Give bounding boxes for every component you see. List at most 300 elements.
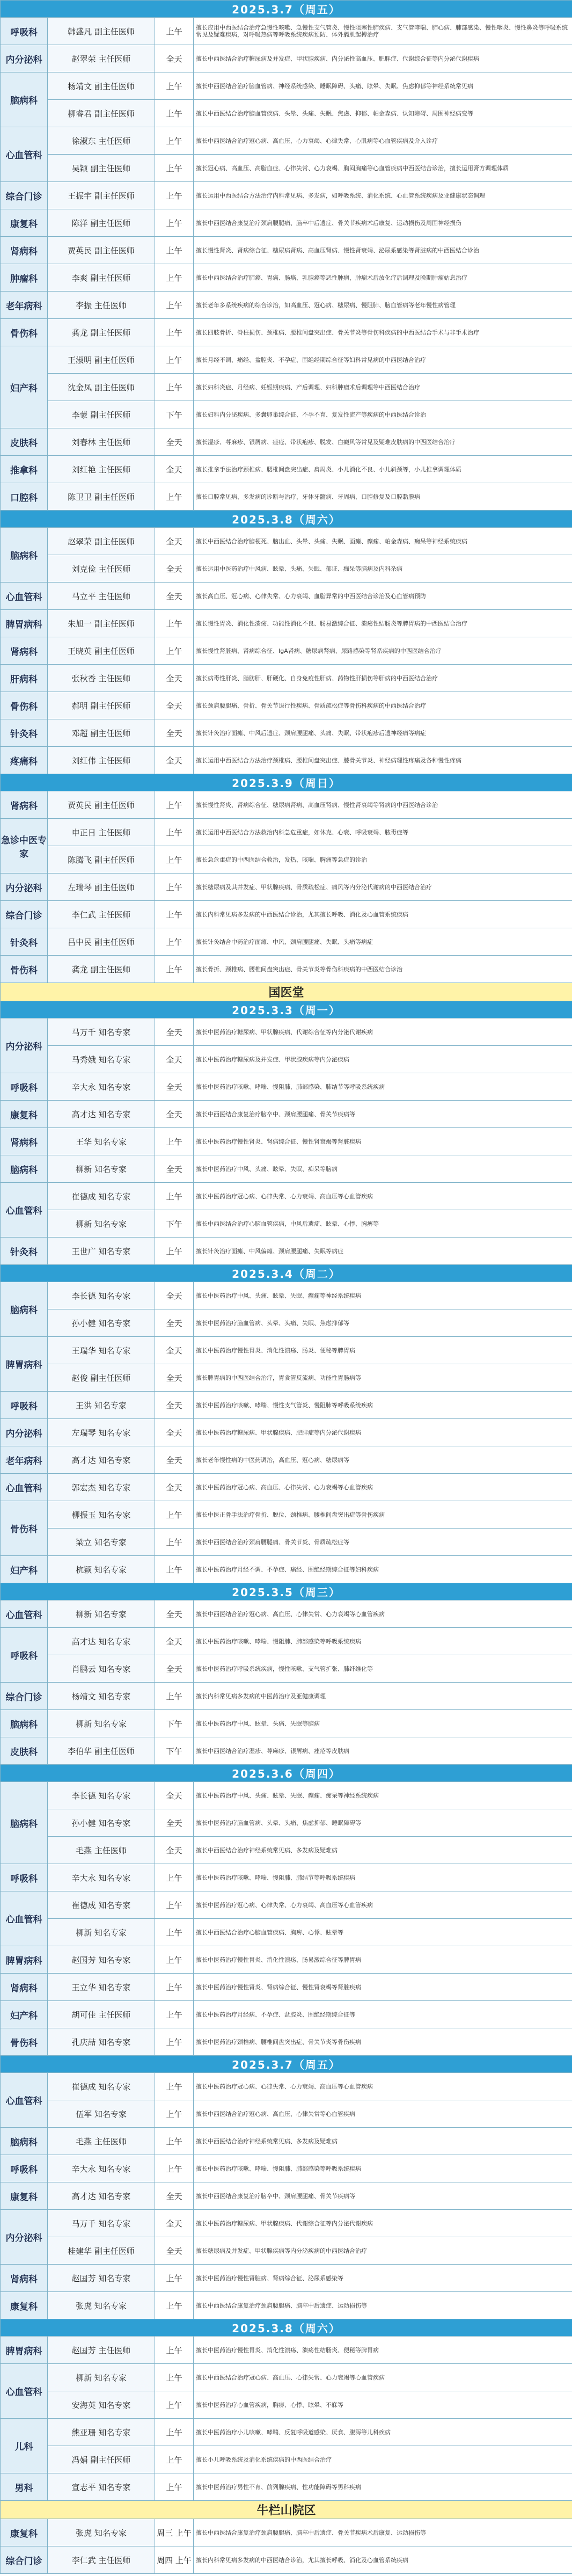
time-cell: 全天 [155,1364,194,1392]
specialty-cell [194,428,572,456]
specialty-cell [194,1073,572,1101]
specialty-text: 擅长中医药治疗脑血管病、头晕、头痛、失眠、焦虑抑郁等 [196,1319,349,1327]
doctor-cell: 沈金凤 副主任医师 [48,374,155,401]
time-cell: 上午 [155,1183,194,1210]
specialty-text: 擅长骨折、颈椎病、腰椎间盘突出症、骨关节炎等骨伤科疾病的中西医结合诊治 [196,965,402,973]
department-cell: 脾胃病科 [1,2337,48,2364]
specialty-text: 擅长中西医结合治疗神经系统常见病、多发病及疑难病 [196,1846,338,1854]
doctor-cell: 王洪 知名专家 [48,1392,155,1419]
doctor-cell: 刘春林 主任医师 [48,428,155,456]
time-cell: 全天 [155,1600,194,1628]
time-cell: 上午 [155,791,194,819]
doctor-cell: 李仁武 主任医师 [48,2546,155,2574]
doctor-cell: 陈腾飞 副主任医师 [48,846,155,874]
schedule-row [1,1446,572,1474]
schedule-row [1,2073,572,2100]
department-cell: 脑病科 [1,72,48,127]
specialty-text: 擅长中医药治疗糖尿病、甲状腺疾病、代谢综合征等内分泌代谢疾病 [196,2220,373,2227]
department-cell: 肾病科 [1,791,48,819]
time-cell: 上午 [155,2419,194,2446]
department-cell: 心血管科 [1,1183,48,1238]
department-cell: 内分泌科 [1,45,48,72]
specialty-text: 擅长中医药治疗糖尿病及并发症、甲状腺疾病等内分泌疾病 [196,1056,349,1063]
specialty-cell [194,2100,572,2128]
specialty-text: 擅长中西医结合治疗糖尿病及并发症、甲状腺疾病、内分泌性高血压、肥胖症、代谢综合征等内分泌代谢疾病 [196,55,479,62]
specialty-cell [194,719,572,747]
schedule-row [1,692,572,719]
time-cell: 上午 [155,1683,194,1710]
specialty-cell [194,2546,572,2574]
department-cell: 肾病科 [1,237,48,264]
schedule-row [1,1556,572,1583]
department-cell: 肾病科 [1,1128,48,1155]
time-cell: 下午 [155,1737,194,1765]
time-cell: 全天 [155,719,194,747]
doctor-cell: 刘红艳 主任医师 [48,456,155,483]
specialty-text: 擅长中西医结合治疗心脑血管疾病、胸痹、心悸、眩晕等 [196,1929,343,1936]
time-cell: 全天 [155,2210,194,2237]
specialty-cell [194,1628,572,1655]
time-cell: 上午 [155,182,194,209]
specialty-cell [194,583,572,610]
time-cell: 全天 [155,747,194,774]
department-cell: 心血管科 [1,1474,48,1501]
schedule-row [1,209,572,237]
specialty-cell [194,1183,572,1210]
schedule-row [1,1683,572,1710]
time-cell: 全天 [155,555,194,583]
schedule-row [1,956,572,983]
schedule-row [1,2473,572,2501]
department-cell: 急诊中医专家 [1,819,48,874]
specialty-cell [194,2292,572,2319]
doctor-cell: 李伯华 副主任医师 [48,1737,155,1765]
date-header [1,774,572,791]
date-title: 2025.3.7（周五） [1,2056,572,2073]
schedule-row [1,2028,572,2056]
time-cell: 上午 [155,2155,194,2182]
department-cell: 心血管科 [1,1891,48,1946]
time-cell: 全天 [155,528,194,555]
specialty-text: 擅长中医药治疗中风、眩晕、头痛、失眠等脑病 [196,1720,320,1727]
doctor-cell: 张虎 知名专家 [48,2292,155,2319]
specialty-text: 擅长中西医结合治疗冠心病、高血压、心律失常等心血管疾病 [196,2110,355,2117]
department-cell: 综合门诊 [1,1683,48,1710]
doctor-cell: 陈卫卫 副主任医师 [48,483,155,511]
schedule-row [1,1018,572,1046]
specialty-text: 擅长中西医结合康复治疗脑卒中、颈肩腰腿痛、骨关节疾病等 [196,1110,355,1118]
time-cell: 上午 [155,237,194,264]
date-header [1,511,572,528]
specialty-cell [194,2028,572,2056]
doctor-cell: 吕中民 副主任医师 [48,928,155,956]
time-cell: 上午 [155,2028,194,2056]
schedule-row [1,1946,572,1974]
doctor-cell: 杨靖文 知名专家 [48,1683,155,1710]
time-cell: 全天 [155,1309,194,1337]
specialty-cell [194,901,572,928]
department-cell: 脾胃病科 [1,1337,48,1392]
specialty-cell [194,610,572,637]
schedule-row [1,846,572,874]
department-cell: 康复科 [1,2519,48,2546]
specialty-cell [194,747,572,774]
doctor-cell: 王瑞华 知名专家 [48,1337,155,1364]
time-cell: 上午 [155,319,194,346]
time-cell: 上午 [155,2337,194,2364]
doctor-cell: 辛大永 知名专家 [48,1864,155,1891]
department-cell: 心血管科 [1,2073,48,2128]
department-cell: 内分泌科 [1,1018,48,1073]
specialty-text: 擅长湿疹、荨麻疹、银屑病、痤疮、带状疱疹、脱发、白癜风等常见及疑难皮肤病的中西医结合治疗 [196,438,456,446]
specialty-cell [194,1210,572,1238]
doctor-cell: 毛燕 主任医师 [48,2128,155,2155]
specialty-cell [194,2446,572,2473]
doctor-cell: 马万千 知名专家 [48,1018,155,1046]
schedule-row [1,2292,572,2319]
time-cell: 上午 [155,2265,194,2292]
specialty-text: 擅长中医药治疗中风、头痛、眩晕、失眠、痴呆等脑病 [196,1165,338,1173]
date-header [1,1001,572,1018]
time-cell: 上午 [155,1529,194,1556]
doctor-cell: 王华 知名专家 [48,1128,155,1155]
department-cell: 呼吸科 [1,1392,48,1419]
time-cell: 上午 [155,2473,194,2501]
schedule-row [1,583,572,610]
doctor-cell: 张虎 知名专家 [48,2519,155,2546]
doctor-cell: 柳新 知名专家 [48,1919,155,1946]
doctor-cell: 龚龙 副主任医师 [48,319,155,346]
time-cell: 上午 [155,483,194,511]
doctor-cell: 贾英民 副主任医师 [48,791,155,819]
schedule-row [1,1600,572,1628]
specialty-cell [194,2210,572,2237]
doctor-cell: 崔德成 知名专家 [48,1183,155,1210]
doctor-cell: 桂建华 副主任医师 [48,2237,155,2265]
specialty-cell [194,2391,572,2419]
doctor-cell: 吴颖 副主任医师 [48,155,155,182]
time-cell: 上午 [155,1891,194,1919]
department-cell: 呼吸科 [1,18,48,45]
schedule-row [1,1309,572,1337]
specialty-cell [194,2128,572,2155]
specialty-text: 擅长中西医结合康复治疗颈肩腰腿痛、脑卒中后遗症、运动损伤等 [196,2302,367,2309]
specialty-cell [194,2265,572,2292]
specialty-text: 擅长妇科内分泌疾病、多囊卵巢综合征、不孕不育、复发性流产等疾病的中西医结合诊治 [196,411,426,418]
department-cell: 妇产科 [1,2001,48,2028]
doctor-cell: 毛燕 主任医师 [48,1837,155,1864]
specialty-text: 擅长慢性肾炎、肾病综合征、糖尿病肾病、高血压肾病、慢性肾衰竭、泌尿系感染等肾脏病的中西医结合诊治 [196,246,479,254]
doctor-cell: 赵国芳 知名专家 [48,2265,155,2292]
specialty-text: 擅长中医药治疗月经病、不孕症、盆腔炎、围绝经期综合征等 [196,2011,355,2018]
specialty-text: 擅长中医药治疗中风、头痛、眩晕、失眠、癫痫、痴呆等神经系统疾病 [196,1792,379,1799]
specialty-cell [194,2237,572,2265]
doctor-cell: 柳振玉 知名专家 [48,1501,155,1529]
specialty-text: 擅长中医药治疗慢性胃炎、消化性溃疡、肠炎、便秘等脾胃病 [196,1347,355,1354]
specialty-text: 擅长高血压、冠心病、心律失常、心力衰竭、血脂异常的中西医结合诊治及心血管病预防 [196,592,426,600]
specialty-cell [194,2001,572,2028]
doctor-cell: 刘红伟 主任医师 [48,747,155,774]
time-cell: 全天 [155,2182,194,2210]
time-cell: 全天 [155,692,194,719]
schedule-row [1,1809,572,1837]
time-cell: 全天 [155,583,194,610]
specialty-cell [194,1238,572,1265]
date-title: 2025.3.4（周二） [1,1265,572,1282]
specialty-text: 擅长中医药治疗冠心病、心律失常、心力衰竭、高血压等心血管疾病 [196,2083,373,2090]
time-cell: 全天 [155,1837,194,1864]
specialty-text: 擅长中医药治疗咳嗽、哮喘、慢性支气管炎、慢阻肺等呼吸系统疾病 [196,1401,373,1409]
doctor-cell: 马万千 知名专家 [48,2210,155,2237]
schedule-row [1,45,572,72]
specialty-cell [194,1337,572,1364]
specialty-cell [194,1683,572,1710]
schedule-row [1,2419,572,2446]
specialty-cell [194,346,572,374]
doctor-cell: 柳新 知名专家 [48,1710,155,1737]
schedule-row [1,292,572,319]
department-cell: 内分泌科 [1,1419,48,1446]
specialty-text: 擅长中医正骨手法治疗骨折、脱位、颈椎病、腰椎间盘突出症等骨伤疾病 [196,1511,385,1518]
schedule-row [1,1128,572,1155]
specialty-text: 擅长中医药治疗冠心病、心律失常、心力衰竭、高血压等心血管疾病 [196,1192,373,1200]
department-cell: 肾病科 [1,1974,48,2001]
schedule-row [1,1782,572,1809]
schedule-row [1,1974,572,2001]
schedule-row [1,2337,572,2364]
department-cell: 呼吸科 [1,1073,48,1101]
specialty-cell [194,555,572,583]
doctor-cell: 郝明 副主任医师 [48,692,155,719]
department-cell: 妇产科 [1,346,48,428]
department-cell: 骨伤科 [1,319,48,346]
time-cell: 全天 [155,1782,194,1809]
time-cell: 全天 [155,1282,194,1309]
time-cell: 上午 [155,2100,194,2128]
time-cell: 上午 [155,127,194,155]
doctor-cell: 赵俊 副主任医师 [48,1364,155,1392]
specialty-text: 擅长中西医结合治疗颈肩腰腿痛、骨关节炎、骨质疏松症等 [196,1538,349,1546]
doctor-cell: 李长德 知名专家 [48,1282,155,1309]
doctor-cell: 王世广 知名专家 [48,1238,155,1265]
specialty-text: 擅长中医药治疗咳嗽、哮喘、慢阻肺、肺部感染、肺结节等呼吸系统疾病 [196,1083,385,1090]
specialty-cell [194,264,572,292]
doctor-cell: 马立平 主任医师 [48,583,155,610]
time-cell: 全天 [155,1628,194,1655]
doctor-cell: 胡可佳 主任医师 [48,2001,155,2028]
specialty-text: 擅长中西医结合治疗冠心病、高血压、心律失常、心力衰竭等心血管疾病 [196,2374,385,2381]
doctor-cell: 赵国芳 主任医师 [48,2337,155,2364]
date-header [1,2319,572,2337]
specialty-text: 擅长中医药治疗慢性胃炎、消化性溃疡、肠易激综合征等脾胃病 [196,1956,361,1963]
schedule-row [1,1474,572,1501]
specialty-cell [194,956,572,983]
schedule-row [1,428,572,456]
schedule-row [1,1337,572,1364]
schedule-row [1,719,572,747]
specialty-cell [194,1018,572,1046]
specialty-cell [194,2519,572,2546]
doctor-cell: 孙小健 知名专家 [48,1309,155,1337]
department-cell: 肝病科 [1,665,48,692]
doctor-cell: 熊亚珊 知名专家 [48,2419,155,2446]
specialty-text: 擅长中医药治疗男性不育、前列腺疾病、性功能障碍等男科疾病 [196,2483,361,2491]
doctor-cell: 李振 主任医师 [48,292,155,319]
schedule-row [1,2546,572,2574]
specialty-text: 擅长应用中西医结合治疗急慢性咳嗽、急慢性支气管炎、慢性阻塞性肺疾病、支气管哮喘、肺心病、肺部感染、慢性咽炎、慢性鼻炎等呼吸系统常见及疑难疾病，对呼吸热病等呼吸系统疾病预防、体外膈肌起搏治疗 [196,24,568,38]
department-cell: 康复科 [1,1101,48,1128]
specialty-text: 擅长冠心病、高血压、高脂血症、心律失常、心力衰竭、胸闷胸痛等心血管疾病中西医结合诊治，擅长运用膏方调理体质 [196,164,509,172]
doctor-cell: 王振宇 副主任医师 [48,182,155,209]
department-cell: 妇产科 [1,1556,48,1583]
time-cell: 上午 [155,18,194,45]
department-cell: 脑病科 [1,2128,48,2155]
schedule-row [1,1046,572,1073]
time-cell: 上午 [155,72,194,100]
specialty-cell [194,1501,572,1529]
time-cell: 上午 [155,2292,194,2319]
specialty-cell [194,292,572,319]
schedule-row [1,2446,572,2473]
specialty-text: 擅长四肢骨折、脊柱损伤、颈椎病、腰椎间盘突出症、骨关节炎等骨伤科疾病的中西医结合手术与非手术治疗 [196,329,479,336]
schedule-row [1,1183,572,1210]
specialty-cell [194,2155,572,2182]
specialty-cell [194,2364,572,2391]
department-cell: 针灸科 [1,928,48,956]
specialty-text: 擅长中西医结合治疗湿疹、荨麻疹、银屑病、痤疮等皮肤病 [196,1747,349,1755]
specialty-cell [194,401,572,428]
time-cell: 上午 [155,264,194,292]
schedule-row [1,2391,572,2419]
specialty-text: 擅长中医药治疗糖尿病、甲状腺疾病、肥胖症等内分泌代谢疾病 [196,1429,361,1436]
doctor-cell: 柳新 知名专家 [48,1600,155,1628]
specialty-text: 擅长针灸治疗面瘫、中风偏瘫、颈肩腰腿痛、失眠等病症 [196,1247,343,1255]
specialty-cell [194,374,572,401]
department-cell: 老年病科 [1,1446,48,1474]
schedule-row [1,1710,572,1737]
time-cell: 全天 [155,1446,194,1474]
specialty-text: 擅长中医药治疗慢性肾脏病、肾病综合征、泌尿系感染等 [196,2274,343,2282]
specialty-text: 擅长月经不调、痛经、盆腔炎、不孕症、围绝经期综合征等妇科常见病的中西医结合治疗 [196,356,426,363]
doctor-cell: 崔德成 知名专家 [48,2073,155,2100]
department-cell: 骨伤科 [1,692,48,719]
schedule-row [1,2237,572,2265]
specialty-cell [194,1737,572,1765]
specialty-text: 擅长颈肩腰腿痛、骨折、骨关节退行性疾病、骨质疏松症等骨伤科疾病的中西医结合治疗 [196,702,426,709]
time-cell: 上午 [155,2073,194,2100]
time-cell: 全天 [155,2237,194,2265]
time-cell: 全天 [155,428,194,456]
specialty-text: 擅长针灸治疗面瘫、中风后遗症、颈肩腰腿痛、头痛、失眠、带状疱疹后遗神经痛等病症 [196,729,426,737]
time-cell: 下午 [155,1210,194,1238]
specialty-text: 擅长推拿手法治疗颈椎病、腰椎间盘突出症、肩周炎、小儿消化不良、小儿斜颈等，小儿推拿调理体质 [196,465,461,473]
department-cell: 男科 [1,2473,48,2501]
specialty-text: 擅长病毒性肝炎、脂肪肝、肝硬化、自身免疫性肝病、药物性肝损伤等肝病的中西医结合治疗 [196,674,438,682]
doctor-cell: 张秋香 主任医师 [48,665,155,692]
specialty-cell [194,1474,572,1501]
specialty-text: 擅长中西医结合治疗冠心病、高血压、心律失常、心力衰竭等心血管疾病 [196,1610,385,1618]
schedule-row [1,1419,572,1446]
department-cell: 脑病科 [1,1782,48,1864]
schedule-row [1,1737,572,1765]
department-cell: 心血管科 [1,1600,48,1628]
time-cell: 上午 [155,2446,194,2473]
doctor-cell: 朱旭一 副主任医师 [48,610,155,637]
schedule-row [1,1837,572,1864]
specialty-text: 擅长中医药治疗脑血管病、头晕、头痛、焦虑抑郁、睡眠障碍等 [196,1819,361,1827]
time-cell: 上午 [155,209,194,237]
time-cell: 下午 [155,401,194,428]
schedule-row [1,1529,572,1556]
schedule-row [1,319,572,346]
date-header [1,1,572,18]
specialty-text: 擅长中西医结合治疗脑血管疾病、头晕、头痛、失眠、焦虑、抑郁、帕金森病、认知障碍、周围神经病变等 [196,110,473,117]
schedule-row [1,2210,572,2237]
department-cell: 皮肤科 [1,428,48,456]
department-cell: 康复科 [1,2292,48,2319]
specialty-cell [194,1392,572,1419]
time-cell: 上午 [155,1919,194,1946]
specialty-cell [194,1155,572,1183]
time-cell: 全天 [155,456,194,483]
department-cell: 疼痛科 [1,747,48,774]
date-title: 2025.3.9（周日） [1,774,572,791]
specialty-text: 擅长中西医结合治疗肺癌、胃癌、肠癌、乳腺癌等恶性肿瘤，肿瘤术后放化疗后调理及晚期肿瘤姑息治疗 [196,274,467,281]
doctor-cell: 孙小健 知名专家 [48,1809,155,1837]
specialty-cell [194,1864,572,1891]
date-title: 2025.3.5（周三） [1,1583,572,1600]
specialty-text: 擅长中西医结合康复治疗颈肩腰腿痛、脑卒中后遗症、骨关节疾病术后康复、运动损伤及周围神经损伤 [196,219,461,227]
schedule-row [1,2182,572,2210]
specialty-text: 擅长中医药治疗冠心病、高血压、心律失常、心力衰竭等心血管疾病 [196,1483,373,1491]
time-cell: 上午 [155,2391,194,2419]
department-cell: 康复科 [1,2182,48,2210]
schedule-row [1,528,572,555]
specialty-text: 擅长中西医结合康复治疗脑卒中、颈肩腰腿痛、骨关节疾病等 [196,2192,355,2200]
date-title: 2025.3.8（周六） [1,511,572,528]
doctor-cell: 柳睿君 副主任医师 [48,100,155,127]
doctor-cell: 辛大永 知名专家 [48,1073,155,1101]
specialty-cell [194,456,572,483]
specialty-cell [194,1529,572,1556]
specialty-cell [194,1600,572,1628]
schedule-row [1,1655,572,1683]
department-cell: 康复科 [1,209,48,237]
schedule-row [1,1101,572,1128]
specialty-cell [194,2473,572,2501]
schedule-row [1,1155,572,1183]
doctor-cell: 贾英民 副主任医师 [48,237,155,264]
specialty-cell [194,1946,572,1974]
schedule-row [1,928,572,956]
specialty-cell [194,1710,572,1737]
specialty-text: 擅长中西医结合治疗心脑血管疾病，中风后遗症、眩晕、心悸、胸痹等 [196,1220,379,1227]
specialty-cell [194,2182,572,2210]
doctor-cell: 伍军 知名专家 [48,2100,155,2128]
specialty-cell [194,637,572,665]
specialty-cell [194,72,572,100]
specialty-text: 擅长内科常见病多发病的中西医结合诊治，尤其擅长呼吸、消化及心血管系统疾病 [196,911,408,918]
schedule-row [1,483,572,511]
schedule-row [1,182,572,209]
doctor-cell: 冯娟 副主任医师 [48,2446,155,2473]
doctor-cell: 辛大永 知名专家 [48,2155,155,2182]
department-cell: 骨伤科 [1,1501,48,1556]
schedule-row [1,1364,572,1392]
specialty-cell [194,1419,572,1446]
time-cell: 上午 [155,2001,194,2028]
specialty-cell [194,1101,572,1128]
